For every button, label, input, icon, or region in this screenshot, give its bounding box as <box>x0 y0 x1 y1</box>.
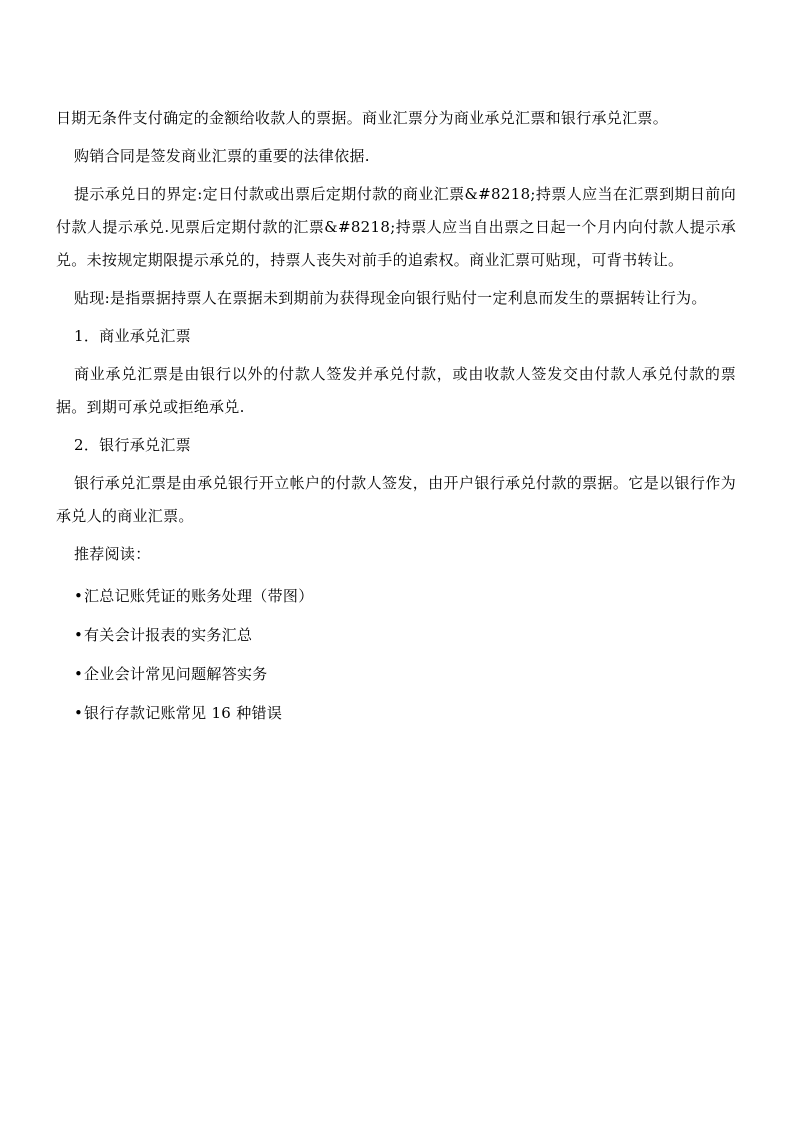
recommended-link-item[interactable] <box>56 658 736 691</box>
recommended-reading-list <box>56 580 736 730</box>
document-body <box>56 102 736 736</box>
recommended-link-item[interactable] <box>56 697 736 730</box>
recommended-link-item[interactable] <box>56 580 736 613</box>
heading-bank-acceptance: 2．银行承兑汇票 <box>74 436 191 454</box>
recommended-link-label[interactable]: 企业会计常见问题解答实务 <box>84 665 268 683</box>
bullet-icon: • <box>74 587 84 605</box>
bullet-icon: • <box>74 704 84 722</box>
paragraph-contract-basis: 购销合同是签发商业汇票的重要的法律依据. <box>74 147 370 165</box>
paragraph-commercial-acceptance: 商业承兑汇票是由银行以外的付款人签发并承兑付款，或由收款人签发交由付款人承兑付款的票据。到期可承兑或拒绝承兑. <box>56 365 736 416</box>
bullet-icon: • <box>74 665 84 683</box>
recommended-link-label[interactable]: 有关会计报表的实务汇总 <box>84 626 253 644</box>
paragraph-promissory-definition: 日期无条件支付确定的金额给收款人的票据。商业汇票分为商业承兑汇票和银行承兑汇票。 <box>56 109 669 127</box>
recommended-reading-title: 推荐阅读： <box>74 545 151 563</box>
paragraph-discount: 贴现:是指票据持票人在票据未到期前为获得现金向银行贴付一定利息而发生的票据转让行为。 <box>74 289 707 307</box>
paragraph-acceptance-date: 提示承兑日的界定:定日付款或出票后定期付款的商业汇票&#8218;持票人应当在汇票到期日前向付款人提示承兑.见票后定期付款的汇票&#8218;持票人应当自出票之日起一个月内向付款人提示承兑。未按规定期限提示承兑的，持票人丧失对前手的追索权。商业汇票可贴现，可背书转让。 <box>56 185 736 269</box>
paragraph-bank-acceptance: 银行承兑汇票是由承兑银行开立帐户的付款人签发，由开户银行承兑付款的票据。它是以银行作为承兑人的商业汇票。 <box>56 474 736 525</box>
recommended-link-item[interactable] <box>56 619 736 652</box>
bullet-icon: • <box>74 626 84 644</box>
heading-commercial-acceptance: 1．商业承兑汇票 <box>74 327 191 345</box>
recommended-link-label[interactable]: 银行存款记账常见 16 种错误 <box>84 704 283 722</box>
recommended-link-label[interactable]: 汇总记账凭证的账务处理（带图） <box>84 587 314 605</box>
